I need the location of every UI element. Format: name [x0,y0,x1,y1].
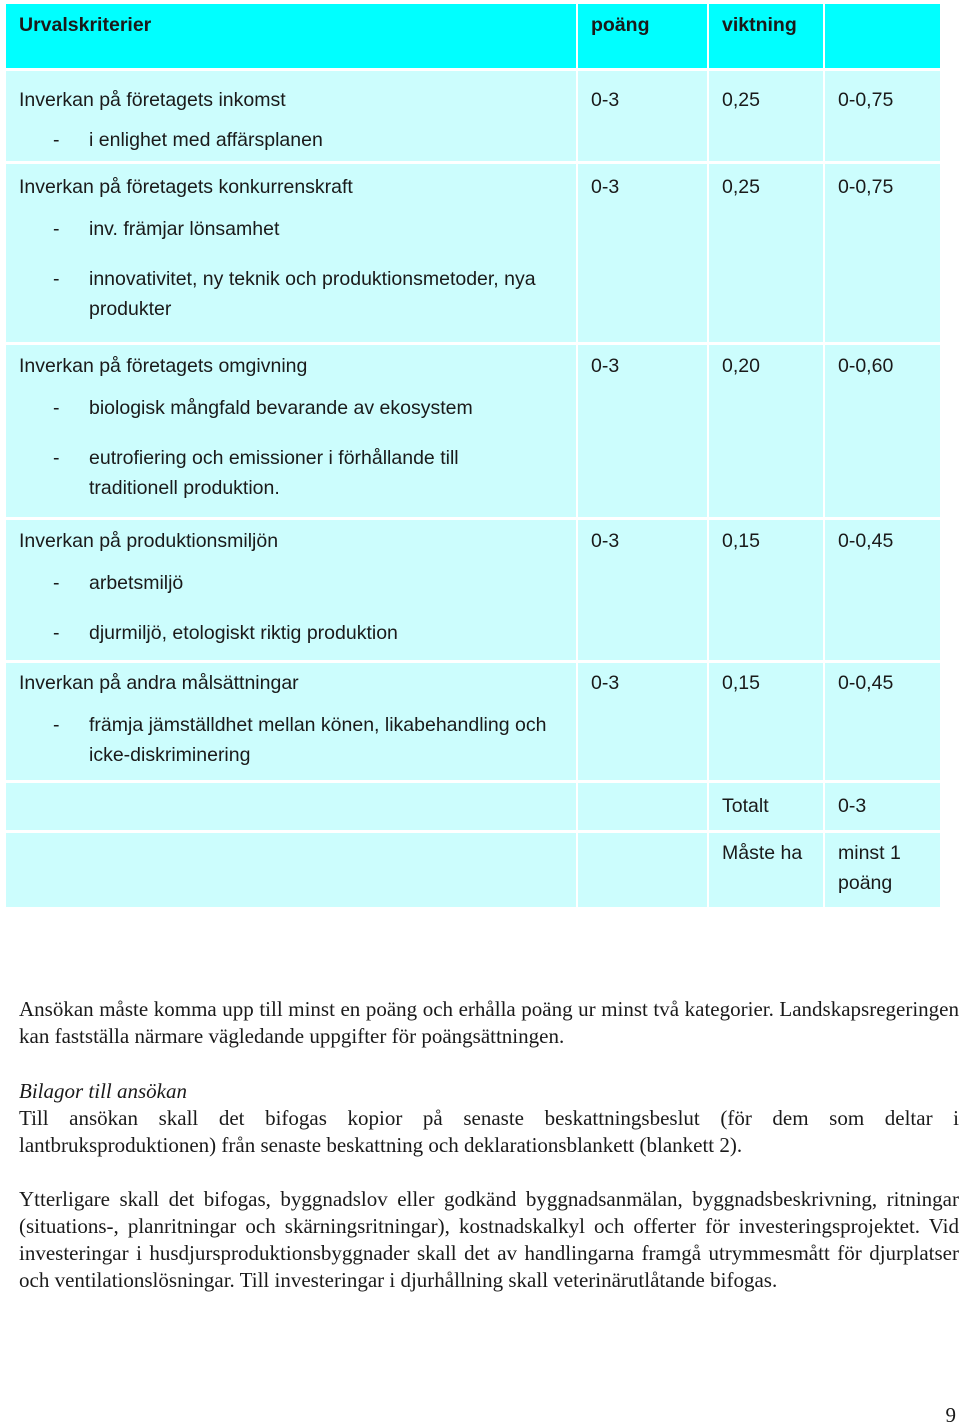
weight-cell: 0,15 [709,663,823,780]
weighted-total-cell: 0-0,75 [825,164,940,342]
header-criteria: Urvalskriterier [6,4,576,68]
header-blank [825,4,940,68]
list-item: - inv. främjar lönsamhet [53,218,280,240]
header-points: poäng [578,4,707,68]
points-cell: 0-3 [578,71,707,161]
criteria-cell-competitiveness [6,164,576,342]
points-cell: 0-3 [578,345,707,517]
summary-value-total: 0-3 [825,783,940,830]
weight-cell: 0,25 [709,71,823,161]
list-item: - arbetsmiljö [53,572,184,594]
criteria-title: Inverkan på företagets omgivning [19,355,308,377]
summary-value-required: minst 1 poäng [825,833,940,907]
criteria-title: Inverkan på andra målsättningar [19,672,299,694]
weighted-total-cell: 0-0,45 [825,520,940,660]
weight-cell: 0,15 [709,520,823,660]
summary-blank-cell [6,783,576,830]
list-item: - främja jämställdhet mellan könen, likabehandling och icke-diskriminering [53,714,547,766]
attachments-heading: Bilagor till ansökan [19,1079,187,1103]
paragraph-tax-attachments: Till ansökan skall det bifogas kopior på senaste beskattningsbeslut (för dem som deltar i lantbruksproduktionen) från senaste beskattning och deklarationsblankett (blankett 2). [19,1106,959,1157]
summary-label-total: Totalt [709,783,823,830]
summary-blank-cell [578,783,707,830]
points-cell: 0-3 [578,520,707,660]
criteria-cell-income [6,71,576,161]
points-cell: 0-3 [578,164,707,342]
list-item: - eutrofiering och emissioner i förhållande till traditionell produktion. [53,447,459,499]
criteria-table [6,4,940,907]
criteria-cell-production-environment [6,520,576,660]
criteria-title: Inverkan på produktionsmiljön [19,530,279,552]
list-item: - i enlighet med affärsplanen [53,129,323,151]
weight-cell: 0,20 [709,345,823,517]
criteria-cell-environment [6,345,576,517]
weighted-total-cell: 0-0,60 [825,345,940,517]
header-weight: viktning [709,4,823,68]
list-item: - innovativitet, ny teknik och produktionsmetoder, nya produkter [53,268,536,320]
summary-blank-cell [6,833,576,907]
weighted-total-cell: 0-0,45 [825,663,940,780]
criteria-title: Inverkan på företagets konkurrenskraft [19,176,353,198]
weight-cell: 0,25 [709,164,823,342]
points-cell: 0-3 [578,663,707,780]
weighted-total-cell: 0-0,75 [825,71,940,161]
summary-blank-cell [578,833,707,907]
list-item: - djurmiljö, etologiskt riktig produktion [53,622,398,644]
paragraph-points-requirement: Ansökan måste komma upp till minst en poäng och erhålla poäng ur minst två kategorier. Landskapsregeringen kan fastställa närmare vägledande uppgifter för poängsättningen. [19,997,959,1048]
list-item: - biologisk mångfald bevarande av ekosystem [53,397,473,419]
criteria-cell-other-goals [6,663,576,780]
paragraph-building-attachments: Ytterligare skall det bifogas, byggnadslov eller godkänd byggnadsanmälan, byggnadsbeskrivning, ritningar (situations-, planritningar och skärningsritningar), kostnadskalkyl och offerter för investeringsprojektet. Vid investeringar i husdjursproduktionsbyggnader skall det av handlingarna framgå utrymmesmått för djurplatser och ventilationslösningar. Till investeringar i djurhållning skall veterinärutlåtande bifogas. [19,1187,959,1292]
criteria-title: Inverkan på företagets inkomst [19,89,286,111]
page-number: 9 [945,1403,956,1427]
summary-label-required: Måste ha [709,833,823,907]
